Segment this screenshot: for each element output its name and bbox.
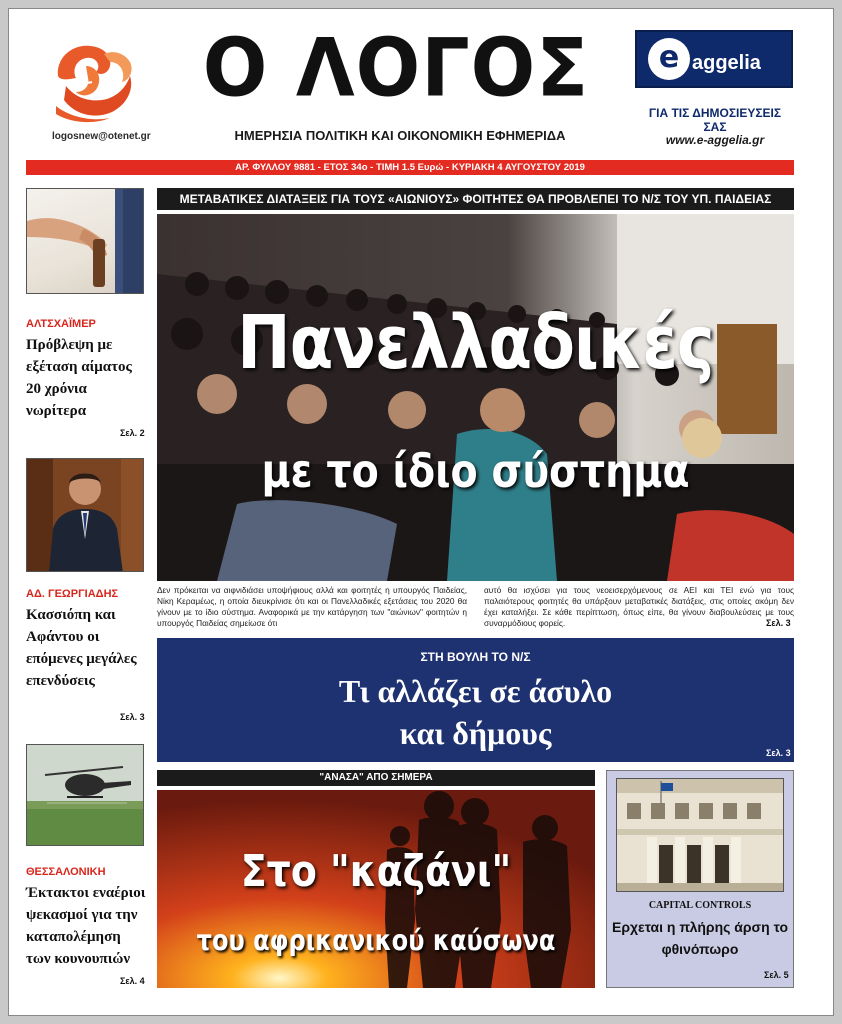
lecture-hall-photo (157, 214, 794, 581)
ad-brand: aggelia (692, 52, 761, 74)
parliament-headline[interactable] (157, 670, 794, 754)
sidebar-kicker: ΘΕΣΣΑΛΟΝΙΚΗ (26, 866, 106, 878)
page-ref: Σελ. 3 (766, 748, 791, 758)
heat-subheadline: του αφρικανικού καύσωνα (196, 924, 556, 957)
parliament-kicker: ΣΤΗ ΒΟΥΛΗ ΤΟ Ν/Σ (420, 650, 531, 664)
page-ref: Σελ. 5 (764, 970, 789, 980)
hand-cane-icon (27, 189, 144, 294)
alzheimer-photo (26, 188, 144, 294)
parliament-headline-line2: και δήμους (399, 715, 552, 751)
bank-building-photo (616, 778, 784, 892)
issue-info-bar: ΑΡ. ΦΥΛΛΟΥ 9881 - ΕΤΟΣ 34ο - ΤΙΜΗ 1.5 Ευρώ - ΚΥΡΙΑΚΗ 4 ΑΥΓΟΥΣΤΟΥ 2019 (26, 160, 794, 175)
sidebar-headline[interactable]: Κασσιόπη και Αφάντου οι επόμενες μεγάλες επενδύσεις (26, 607, 137, 689)
heat-story-strap: "ΑΝΑΣΑ" ΑΠΟ ΣΗΜΕΡΑ (157, 770, 595, 786)
page-ref: Σελ. 2 (120, 428, 145, 438)
georgiadis-photo (26, 458, 144, 572)
contact-email: logosnew@otenet.gr (52, 131, 151, 142)
bank-building-icon (617, 779, 784, 892)
capital-controls-headline[interactable]: Ερχεται η πλήρης άρση το φθινόπωρο (611, 919, 788, 957)
capital-controls-kicker: CAPITAL CONTROLS (648, 900, 752, 911)
lecture-hall-students-icon (157, 214, 794, 581)
sidebar-headline[interactable]: Πρόβλεψη με εξέταση αίματος 20 χρόνια νωρίτερα (26, 337, 132, 419)
helicopter-icon (27, 745, 144, 846)
page-ref: Σελ. 3 (766, 618, 791, 628)
e-aggelia-logo-icon: e (648, 38, 690, 80)
sidebar-headline[interactable]: Έκτακτοι εναέριοι ψεκασμοί για την καταπολέμηση των κουνουπιών (26, 885, 146, 967)
masthead-subtitle: ΗΜΕΡΗΣΙΑ ΠΟΛΙΤΙΚΗ ΚΑΙ ΟΙΚΟΝΟΜΙΚΗ ΕΦΗΜΕΡΙΔΑ (234, 128, 566, 143)
main-body-left: Δεν πρόκειται να αιφνιδιάσει υποψήφιους αλλά και φοιτητές η υπουργός Παιδείας, Νίκη Κεραμέως, η οποία διευκρίνισε ότι και οι Πανελλαδικές εξετάσεις του 2020 θα γίνουν με το ίδιο σύστημα. Αναφορικά με την κατάργηση των "αιώνιων" φοιτητών η υπουργός Παιδείας σημείωσε ότι (157, 585, 467, 628)
main-headline[interactable]: Πανελλαδικές (237, 300, 714, 386)
ad-tagline: ΓΙΑ ΤΙΣ ΔΗΜΟΣΙΕΥΣΕΙΣ ΣΑΣ (648, 106, 782, 134)
page-ref: Σελ. 4 (120, 976, 145, 986)
page-ref: Σελ. 3 (120, 712, 145, 722)
sidebar-kicker: ΑΛΤΣΧΑΪΜΕΡ (26, 318, 96, 330)
masthead-logo-icon (46, 36, 142, 124)
person-icon (27, 459, 144, 572)
sidebar-kicker: ΑΔ. ΓΕΩΡΓΙΑΔΗΣ (26, 588, 119, 600)
main-story-strap: ΜΕΤΑΒΑΤΙΚΕΣ ΔΙΑΤΑΞΕΙΣ ΓΙΑ ΤΟΥΣ «ΑΙΩΝΙΟΥΣ» ΦΟΙΤΗΤΕΣ ΘΑ ΠΡΟΒΛΕΠΕΙ ΤΟ Ν/Σ ΤΟΥ ΥΠ. ΠΑΙΔΕΙΑΣ (157, 188, 794, 210)
heat-headline[interactable]: Στο "καζάνι" (240, 846, 512, 897)
ad-url-link[interactable]: www.e-aggelia.gr (665, 133, 765, 147)
helicopter-photo (26, 744, 144, 846)
masthead-title: Ο ΛΟΓΟΣ (202, 20, 590, 115)
main-subheadline: με το ίδιο σύστημα (261, 444, 690, 498)
parliament-headline-line1: Τι αλλάζει σε άσυλο (338, 673, 613, 709)
main-body-right: αυτό θα ισχύσει για τους νεοεισερχόμενους σε ΑΕΙ και ΤΕΙ ενώ για τους παλαιότερους φοιτητές θα υπάρξουν μεταβατικές διατάξεις, στις οποίες ακόμη δεν έχει καταλήξει. Σε κάθε περίπτωση, όπως είπε, θα γίνουν διαβουλεύσεις με τους συναρμόδιους φορείς. (484, 585, 794, 628)
